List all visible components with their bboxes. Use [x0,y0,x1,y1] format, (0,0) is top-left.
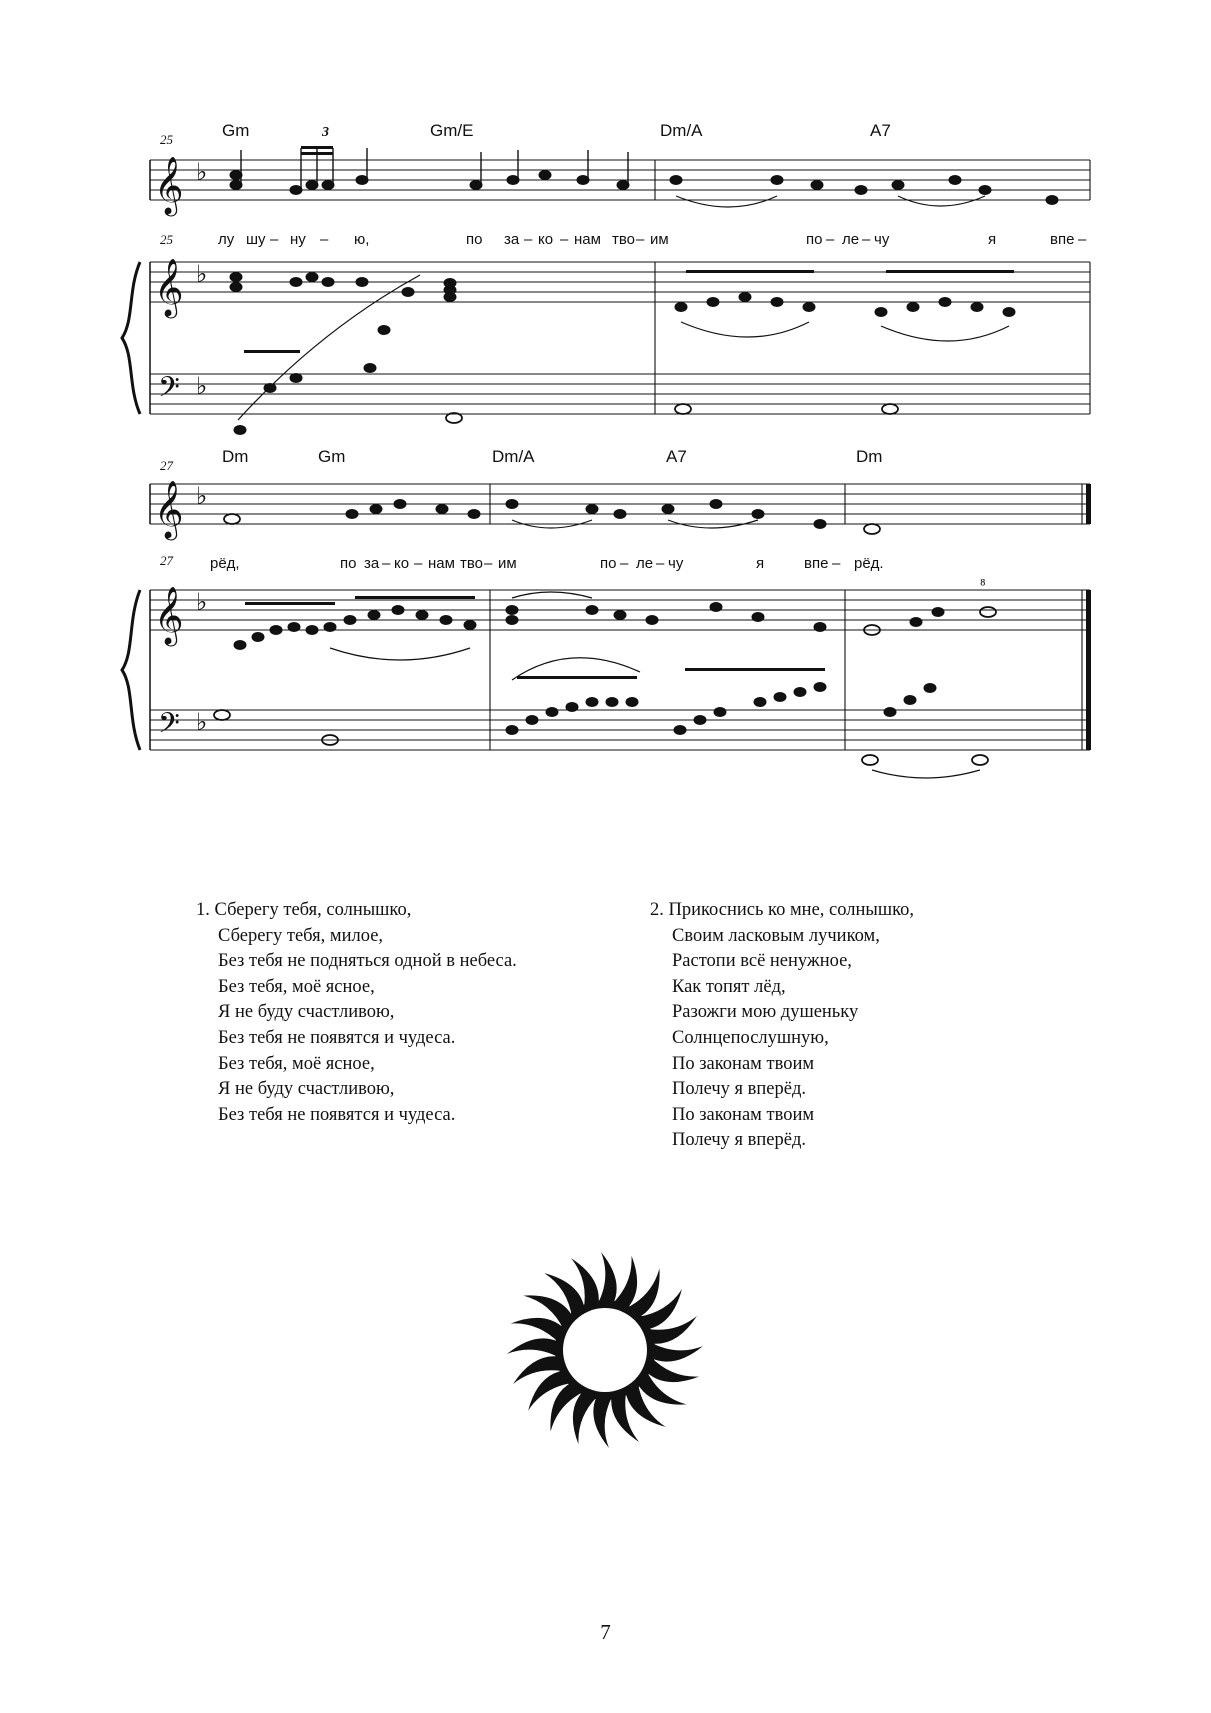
piano-bass-staff [150,710,1090,750]
lyric-syllable: нам [574,231,601,248]
treble-clef-icon: 𝄞 [154,480,184,538]
lyric-syllable: впе [1050,231,1075,248]
lyric-syllable: ю, [354,231,370,248]
treble-clef-icon: 𝄞 [154,156,184,214]
lyric-syllable: – [414,555,423,572]
flat-key-signature: ♭ [196,372,208,400]
lyric-syllable: за [364,555,380,572]
verse-line: Своим ласковым лучиком, [672,925,880,946]
piano-brace [122,590,140,750]
lyric-syllable: тво [460,555,484,572]
measure-number: 25 [160,132,173,147]
chord-symbol: A7 [666,447,687,466]
lyric-syllable: по [340,555,357,572]
lyric-syllable: – [832,555,841,572]
music-score [0,0,1211,800]
sun-icon [505,1250,705,1450]
chord-symbol: Dm/A [660,121,703,140]
lyrics-line-2 [160,553,884,572]
verse-line: Без тебя, моё ясное, [218,1053,375,1074]
lyric-syllable: впе [804,555,829,572]
verse-line: Я не буду счастливою, [218,1002,395,1023]
vocal-notes [224,500,880,535]
lyric-syllable: ле [636,555,654,572]
lyric-syllable: ну [290,231,306,248]
verse-line: Сберегу тебя, милое, [218,925,384,946]
lyric-syllable: рёд. [854,555,884,572]
flat-key-signature: ♭ [196,482,208,510]
flat-key-signature: ♭ [196,708,208,736]
verse-line: По законам твоим [672,1104,815,1125]
lyric-syllable: им [650,231,669,248]
svg-text:⁸: ⁸ [980,577,986,594]
verse-line: Без тебя не появятся и чудеса. [218,1027,456,1048]
verse-line: 2. Прикоснись ко мне, солнышко, [650,900,914,920]
flat-key-signature: ♭ [196,158,208,186]
verse-line: Без тебя не появятся и чудеса. [218,1104,456,1125]
measure-number: 27 [160,553,173,568]
triplet-mark: 3 [322,125,329,140]
lyric-syllable: – [636,231,645,248]
verse-line: 1. Сберегу тебя, солнышко, [196,900,412,920]
chord-symbol: Dm [222,447,249,466]
lyric-syllable: – [826,231,835,248]
page-number: 7 [600,1620,611,1644]
chord-symbol: Gm [318,447,346,466]
lyric-syllable: я [988,231,997,248]
lyric-syllable: им [498,555,517,572]
bass-clef-icon: 𝄢 [158,371,180,411]
verse-line: Полечу я вперёд. [672,1079,807,1100]
chord-symbol: Gm [222,121,250,140]
sun-ray [593,1395,612,1448]
measure-number: 27 [160,458,173,473]
lyric-syllable: – [484,555,493,572]
verse-line: Солнцепослушную, [672,1027,829,1048]
lyrics-line-1 [160,231,1087,248]
sun-ray [597,1252,616,1305]
lyric-syllable: – [524,231,533,248]
flat-key-signature: ♭ [196,588,208,616]
lyric-syllable: шу [246,231,266,248]
lyric-syllable: – [320,231,329,248]
verse-1 [196,898,517,1128]
system-2 [122,447,1091,778]
lyric-syllable: по [806,231,823,248]
piano-notes [214,577,996,778]
verse-2 [650,898,914,1154]
chord-symbol: Dm/A [492,447,535,466]
lyric-syllable: – [270,231,279,248]
verse-line: Разожги мою душеньку [672,1002,859,1023]
verse-line: Полечу я вперёд. [672,1130,807,1151]
vocal-notes [230,146,1058,207]
verse-line: Как топят лёд, [672,976,786,997]
piano-brace [122,262,140,414]
lyric-syllable: за [504,231,520,248]
lyric-syllable: ко [394,555,410,572]
lyric-syllable: – [620,555,629,572]
flat-key-signature: ♭ [196,260,208,288]
piano-notes [230,270,1015,435]
treble-clef-icon: 𝄞 [154,258,184,316]
lyric-syllable: нам [428,555,455,572]
verse-line: Без тебя не подняться одной в небеса. [218,951,517,972]
treble-clef-icon: 𝄞 [154,586,184,644]
lyric-syllable: чу [874,231,890,248]
verse-line: По законам твоим [672,1053,815,1074]
lyric-syllable: по [600,555,617,572]
chord-symbol: Dm [856,447,883,466]
measure-number: 25 [160,232,173,247]
system-1 [122,121,1090,435]
lyric-syllable: ле [842,231,860,248]
lyric-syllable: – [1078,231,1087,248]
chord-symbol: Gm/E [430,121,474,140]
lyric-syllable: – [382,555,391,572]
lyric-syllable: ко [538,231,554,248]
sun-ray [507,1338,560,1357]
lyric-syllable: рёд, [210,555,240,572]
verse-line: Без тебя, моё ясное, [218,976,375,997]
verse-line: Я не буду счастливою, [218,1079,395,1100]
lyric-syllable: – [862,231,871,248]
lyric-syllable: – [656,555,665,572]
lyric-syllable: чу [668,555,684,572]
lyric-syllable: лу [218,231,235,248]
lyric-syllable: тво [612,231,636,248]
lyric-syllable: я [756,555,765,572]
sun-ray [650,1342,703,1361]
verse-line: Растопи всё ненужное, [672,951,852,972]
lyric-syllable: – [560,231,569,248]
chord-symbol: A7 [870,121,891,140]
bass-clef-icon: 𝄢 [158,707,180,747]
lyric-syllable: по [466,231,483,248]
